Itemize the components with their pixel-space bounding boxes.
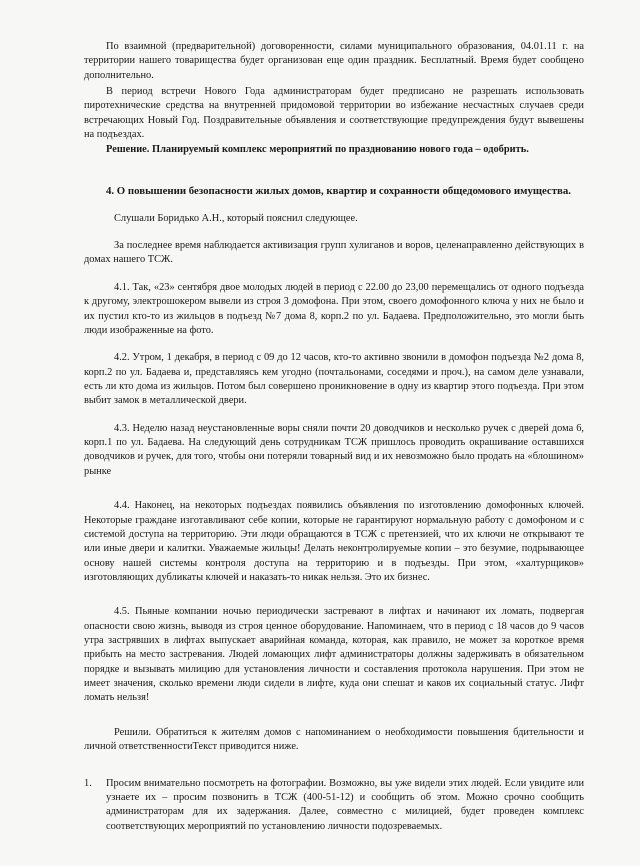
paragraph-4-4: 4.4. Наконец, на некоторых подъездах появились объявления по изготовлению домофонных ключей. Некоторые граждане изготавливают себе копии, которые не гарантируют нормальную работу с домофоном и с системой доступа на территорию. Эти люди обращаются в ТСЖ с претензией, что их ключи не открывают те или иные двери и калитки. Уважаемые жильцы! Делать неконтролируемые копии – это безумие, подрывающее основу нашей системы контроля доступа на территорию и в подъезды. При этом, «халтурщиков» изготовляющих дубликаты ключей и наказать-то никак нельзя. Это их бизнес. xyxy=(84,500,584,583)
list-item xyxy=(84,777,584,834)
list-item-text: Просим внимательно посмотреть на фотографии. Возможно, вы уже видели этих людей. Если увидите или узнаете их – просим позвонить в ТСЖ (400-51-12) и сообщить об этом. Можно срочно сообщить администраторам для их задержания. Далее, совместно с милицией, будет проведен комплекс соответствующих мероприятий по установлению личности подозреваемых. xyxy=(106,777,584,832)
paragraph-4-5: 4.5. Пьяные компании ночью периодически застревают в лифтах и начинают их ломать, подвергая опасности свою жизнь, выводя из строя ценное оборудование. Напоминаем, что в период с 18 часов до 9 часов утра застрявших в лифтах выпускает аварийная команда, которая, как правило, не может за короткое время прибыть на место застревания. Людей ломающих лифт администраторы должны задерживать в обязательном порядке и вызывать милицию для установления личности и составления протокола нарушения. При этом не имеет значения, сколько времени люди сидели в лифте, куда они спешат и каков их социальный статус. Лифт ломать нельзя! xyxy=(84,606,584,704)
paragraph-pyrotechnics: В период встречи Нового Года администраторам будет предписано не разрешать использовать пиротехнические средства на внутренней придомовой территории во избежание несчастных случаев среди встречающих Новый Год. Поздравительные объявления и соответствующие предупреждения будут вывешены на подъездах. xyxy=(84,86,584,141)
paragraph-4-1: 4.1. Так, «23» сентября двое молодых людей в период с 22.00 до 23,00 перемещались от одного подъезда к другому, электрошокером вывели из строя 3 домофона. При этом, своего домофонного ключа у них не было и их пустил кто-то из жильцов в подъезд №7 дома 8, корп.2 по ул. Бадаева. Предположительно, это могли быть люди изображенные на фото. xyxy=(84,281,584,336)
list-item-number: 1. xyxy=(84,777,92,789)
paragraph-4-3: 4.3. Неделю назад неустановленные воры сняли почти 20 доводчиков и несколько ручек с дверей дома 6, корп.1 по ул. Бадаева. На следующий день сотрудникам ТСЖ пришлось проводить окрашивание оставшихся доводчиков и ручек, для того, чтобы они потеряли товарный вид и их невозможно было продать на «блошином» рынке xyxy=(84,422,584,477)
paragraph-heard: Слушали Боридько А.Н., который пояснил следующее. xyxy=(114,212,358,224)
section-4-heading: 4. О повышении безопасности жилых домов, квартир и сохранности общедомового имущества. xyxy=(106,184,571,197)
decision-new-year: Решение. Планируемый комплекс мероприятий по празднованию нового года – одобрить. xyxy=(106,143,529,155)
paragraph-intro: За последнее время наблюдается активизация групп хулиганов и воров, целенаправленно действующих в домах нашего ТСЖ. xyxy=(84,240,584,266)
paragraph-holiday: По взаимной (предварительной) договоренности, силами муниципального образования, 04.01.11 г. на территории нашего товарищества будет организован еще один праздник. Бесплатный. Время будет сообщено дополнительно. xyxy=(84,41,584,81)
paragraph-decided: Решили. Обратиться к жителям домов с напоминанием о необходимости повышения бдительности и личной ответственностиТекст приводится ниже. xyxy=(84,726,584,753)
paragraph-4-2: 4.2. Утром, 1 декабря, в период с 09 до 12 часов, кто-то активно звонили в домофон подъезда №2 дома 8, корп.2 по ул. Бадаева и, представляясь кем угодно (почтальонами, соседями и проч.), на самом деле узнавали, есть ли кто дома из жильцов. Потом был совершено проникновение в одну из квартир этого подъезда. При этом выбит замок в металлической двери. xyxy=(84,352,584,407)
